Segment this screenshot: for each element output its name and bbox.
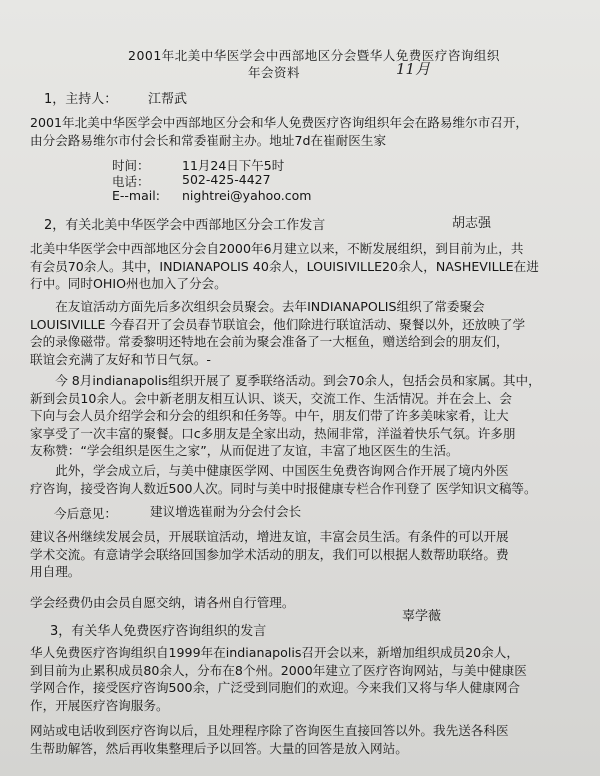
section2-para2 xyxy=(30,298,575,368)
para-line: 学术交流。有意请学会联络回国参加学术活动的朋友，我们可以根据人数帮助联络。费 xyxy=(30,546,509,562)
para-line: LOUISIVILLE 今春召开了会员春节联谊会，他们除进行联谊活动、聚餐以外，还放映了学 xyxy=(30,316,526,332)
section3-speaker: 辜学薇 xyxy=(402,609,442,624)
para-line: 学网合作，接受医疗咨询500余，广泛受到同胞们的欢迎。今来我们又将与华人健康网合 xyxy=(30,680,521,695)
para-line: 建议各州继续发展会员，开展联谊活动，增进友谊，丰富会员生活。有条件的可以开展 xyxy=(30,529,509,544)
section3-para2 xyxy=(30,722,575,757)
section3-heading: 3，有关华人免费医疗咨询组织的发言 xyxy=(50,624,267,639)
para-line: 有会员70余人。其中，INDIANAPOLIS 40余人，LOUISIVILLE20余人，NASHEVILLE在进 xyxy=(30,258,539,274)
email-value: nightrei@yahoo.com xyxy=(182,188,312,203)
para-line: 会的录像磁带。常委黎明还特地在会前为聚会准备了一大框鱼，赠送给到会的朋友们， xyxy=(30,334,509,349)
title-line-1: 2001年北美中华医学会中西部地区分会暨华人免费医疗咨询组织 xyxy=(128,48,500,63)
phone-value: 502-425-4427 xyxy=(182,172,271,187)
para-line: 联谊会充满了友好和节日气氛。- xyxy=(30,351,211,367)
para-line: 此外，学会成立后，与美中健康医学网、中国医生免费咨询网合作开展了境内外医 xyxy=(30,463,509,478)
para-line: 用自理。 xyxy=(30,564,81,579)
opinion-value: 建议增选崔耐为分会付会长 xyxy=(150,504,302,519)
time-value: 11月24日下午5时 xyxy=(182,158,285,173)
section2-para5 xyxy=(30,528,575,581)
email-label: E--mail: xyxy=(112,188,160,203)
para-line: 网站或电话收到医疗咨询以后，且处理程序除了咨询医生直接回答以外。我先送各科医 xyxy=(30,723,509,738)
section2-para1 xyxy=(30,240,575,293)
section1-host: 江帮武 xyxy=(148,92,188,107)
section3-para1 xyxy=(30,644,575,714)
intro-line: 2001年北美中华医学会中西部地区分会和华人免费医疗咨询组织年会在路易维尔市召开， xyxy=(30,115,529,130)
section1-label: 1，主持人： xyxy=(44,92,118,107)
para-line: 作，开展医疗咨询服务。 xyxy=(30,697,169,713)
para-line: 家享受了一次丰富的聚餐。口c多朋友是全家出动，热闹非常，洋溢着快乐气氛。许多朋 xyxy=(30,425,516,441)
phone-label: 电话： xyxy=(112,174,150,189)
section2-para6: 学会经费仍由会员自愿交纳，请各州自行管理。 xyxy=(30,595,295,610)
section2-para3 xyxy=(30,372,575,460)
para-line: 行中。同时OHIO州也加入了分会。 xyxy=(30,276,227,291)
opinion-label: 今后意见： xyxy=(54,506,117,521)
section2-heading: 2，有关北美中华医学会中西部地区分会工作发言 xyxy=(44,218,326,233)
para-line: 生帮助解答，然后再收集整理后予以回答。大量的回答是放入网站。 xyxy=(30,740,408,756)
section2-speaker: 胡志强 xyxy=(452,216,492,231)
section2-para4 xyxy=(30,462,575,497)
handwritten-note: 11月 xyxy=(396,60,431,78)
para-line: 到目前为止累积成员80余人，分布在8个州。2000年建立了医疗咨询网站，与美中健康医 xyxy=(30,662,527,678)
time-label: 时间： xyxy=(112,158,150,173)
para-line: 华人免费医疗咨询组织自1999年在indianapolis召开会以来，新增加组织成员20余人， xyxy=(30,645,519,660)
section1-intro xyxy=(30,114,575,149)
para-line: 北美中华医学会中西部地区分会自2000年6月建立以来，不断发展组织，到目前为止，共 xyxy=(30,241,524,256)
para-line: 下向与会人员介绍学会和分会的组织和任务等。中午，朋友们带了许多美味家肴，让大 xyxy=(30,408,509,423)
title-line-2: 年会资料 xyxy=(248,65,301,80)
para-line: 在友谊活动方面先后多次组织会员聚会。去年INDIANAPOLIS组织了常委聚会 xyxy=(30,299,485,314)
para-line: 友称赞：“学会组织是医生之家”，从而促进了友谊，丰富了地区医生的生活。 xyxy=(30,443,459,458)
para-line: 新到会员10余人。会中新老朋友相互认识、谈天，交流工作、生活情况。并在会上、会 xyxy=(30,390,512,406)
intro-line: 由分会路易维尔市付会长和常委崔耐主办。地址7d在崔耐医生家 xyxy=(30,132,387,148)
para-line: 今 8月indianapolis组织开展了 夏季联络活动。到会70余人，包括会员和家属。其中， xyxy=(30,373,541,388)
para-line: 疗咨询，接受咨询人数近500人次。同时与美中时报健康专栏合作刊登了 医学知识文稿等。 xyxy=(30,480,537,496)
